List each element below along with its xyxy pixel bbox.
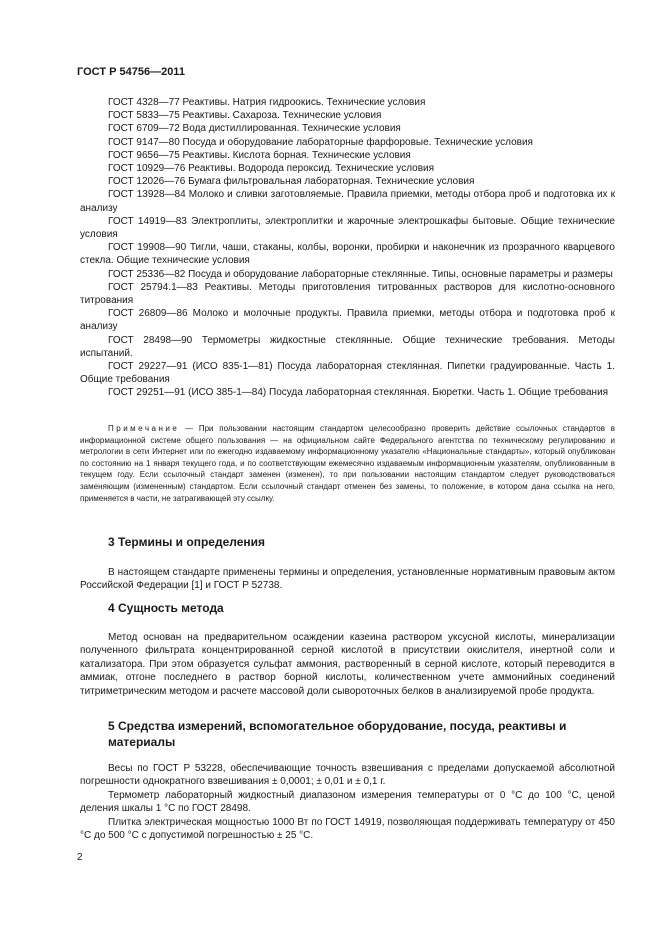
note-label: Примечание (108, 424, 180, 433)
references-list (80, 96, 615, 400)
reference-item: ГОСТ 10929—76 Реактивы. Водорода пероксид. Технические условия (108, 163, 435, 175)
reference-item: ГОСТ 28498—90 Термометры жидкостные стеклянные. Общие технические требования. Методы испытаний. (80, 334, 615, 359)
note-text: — При пользовании настоящим стандартом целесообразно проверить действие ссылочных стандартов в информационной системе общего пользования — на официальном сайте Федерального агентства по техническому регулированию и метрологии в сети Интернет или по ежегодно издаваемому информационному указателю «Национальные стандарты», который опубликован по состоянию на 1 января текущего года, и по соответствующим ежемесячно издаваемым информационным указателям, опубликованным в текущем году. Если ссылочный стандарт заменен (изменен), то при пользовании настоящим стандартом следует руководствоваться заменяющим (измененным) стандартом. Если ссылочный стандарт отменен без замены, то положение, в котором дана ссылка на него, применяется в части, не затрагивающей эту ссылку. (80, 424, 615, 503)
reference-item: ГОСТ 4328—77 Реактивы. Натрия гидроокись. Технические условия (108, 97, 426, 108)
section-4-text: Метод основан на предварительном осаждении казеина раствором уксусной кислоты, минерализации полученного фильтрата концентрированной серной кислотой в присутствии окислителя, инертной соли и катализатора. При этом образуется сульфат аммония, растворенный в серной кислоте, который переводится в аммиак, отгоне последнего в раствор борной кислоты, количественном учете аммонийных соединений титриметрическим методом и расчете массовой доли сывороточных белков в анализируемой пробе продукта. (80, 632, 615, 697)
reference-item: ГОСТ 29227—91 (ИСО 835-1—81) Посуда лабораторная стеклянная. Пипетки градуированные. Часть 1. Общие требования (80, 361, 615, 386)
reference-item: ГОСТ 29251—91 (ИСО 385-1—84) Посуда лабораторная стеклянная. Бюретки. Часть 1. Общие требования (108, 387, 609, 399)
section-5-paragraph: Плитка электрическая мощностью 1000 Вт по ГОСТ 14919, позволяющая поддерживать температуру от 450 °С до 500 °С с допустимой погрешностью ± 25 °С. (80, 816, 615, 842)
reference-item: ГОСТ 5833—75 Реактивы. Сахароза. Технические условия (108, 110, 382, 122)
reference-item: ГОСТ 9147—80 Посуда и оборудование лабораторные фарфоровые. Технические условия (108, 136, 533, 148)
reference-item: ГОСТ 13928—84 Молоко и сливки заготовляемые. Правила приемки, методы отбора проб и подготовка их к анализу (80, 189, 615, 214)
section-5-heading: 5 Средства измерений, вспомогательное оборудование, посуда, реактивы и материалы (108, 719, 567, 749)
reference-item: ГОСТ 26809—86 Молоко и молочные продукты. Правила приемки, методы отбора и подготовка проб к анализу (80, 308, 615, 333)
reference-item: ГОСТ 12026—76 Бумага фильтровальная лабораторная. Технические условия (108, 176, 475, 188)
document-header: ГОСТ Р 54756—2011 (77, 66, 185, 78)
reference-item: ГОСТ 19908—90 Тигли, чаши, стаканы, колбы, воронки, пробирки и наконечник из прозрачного кварцевого стекла. Общие технические условия (80, 242, 615, 267)
section-5-paragraph: Термометр лабораторный жидкостный диапазоном измерения температуры от 0 °С до 100 °С, ценой деления шкалы 1 °С по ГОСТ 28498. (80, 789, 615, 815)
reference-item: ГОСТ 6709—72 Вода дистиллированная. Технические условия (108, 123, 401, 135)
section-4-heading: 4 Сущность метода (108, 601, 224, 615)
note-paragraph (80, 423, 615, 504)
reference-item: ГОСТ 25794.1—83 Реактивы. Методы приготовления титрованных растворов для кислотно-основного титрования (80, 281, 615, 307)
section-5-paragraph: Весы по ГОСТ Р 53228, обеспечивающие точность взвешивания с пределами допускаемой абсолютной погрешности однократного взвешивания ± 0,0001; ± 0,01 и ± 0,1 г. (80, 763, 615, 788)
reference-item: ГОСТ 9656—75 Реактивы. Кислота борная. Технические условия (108, 149, 411, 161)
reference-item: ГОСТ 25336—82 Посуда и оборудование лабораторные стеклянные. Типы, основные параметры и размеры (108, 268, 613, 280)
page-number: 2 (77, 852, 83, 863)
section-3-heading: 3 Термины и определения (108, 535, 266, 549)
section-5-body (80, 762, 615, 842)
section-3-text: В настоящем стандарте применены термины и определения, установленные нормативным правовым актом Российской Федерации [1] и ГОСТ Р 52738. (80, 567, 615, 592)
reference-item: ГОСТ 14919—83 Электроплиты, электроплитки и жарочные электрошкафы бытовые. Общие технические условия (80, 215, 615, 241)
